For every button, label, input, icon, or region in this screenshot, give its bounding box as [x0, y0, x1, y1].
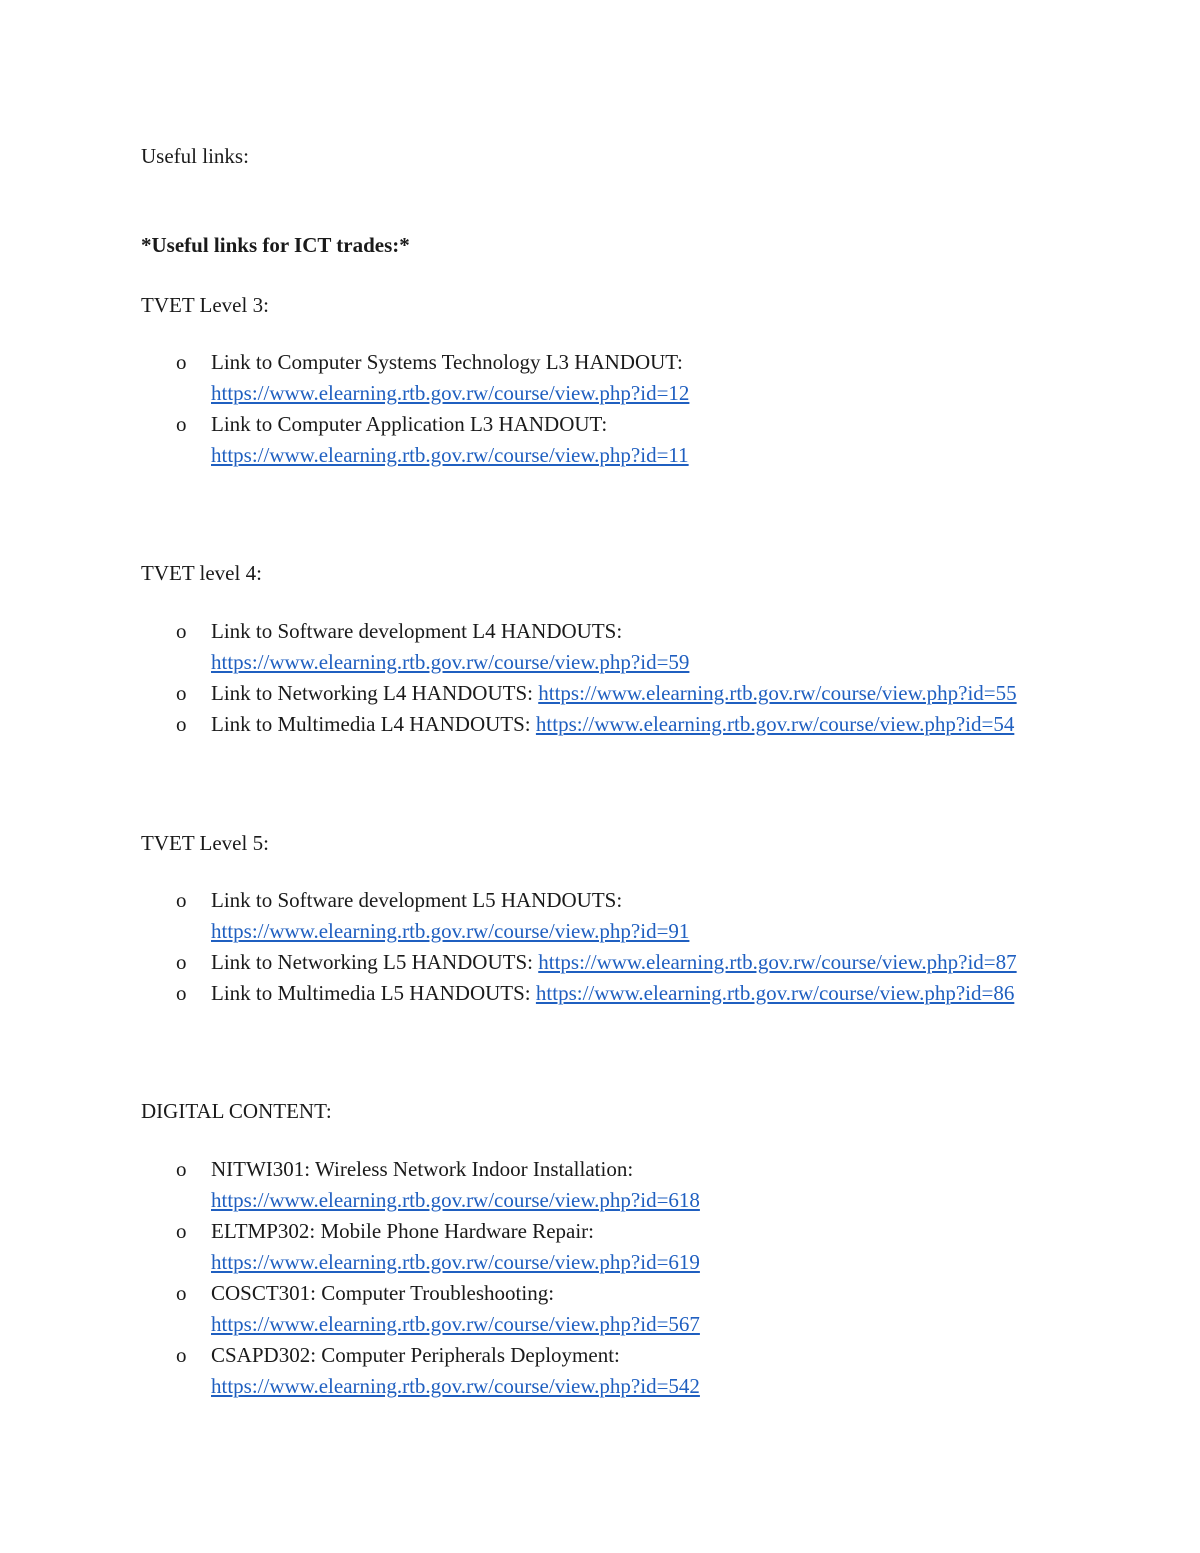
bullet-icon: o	[176, 619, 187, 643]
link-label: Link to Multimedia L4 HANDOUTS:	[211, 712, 531, 736]
list-item	[176, 678, 1136, 709]
list-item	[176, 709, 1136, 740]
link-label: COSCT301: Computer Troubleshooting:	[211, 1281, 555, 1305]
link-label: Link to Networking L5 HANDOUTS:	[211, 950, 533, 974]
section-title-level-4: TVET level 4:	[141, 561, 262, 585]
course-link[interactable]: https://www.elearning.rtb.gov.rw/course/view.php?id=54	[535, 712, 1015, 736]
list-item	[176, 347, 1136, 409]
course-link[interactable]: https://www.elearning.rtb.gov.rw/course/view.php?id=12	[211, 381, 690, 405]
section-title-digital-content: DIGITAL CONTENT:	[141, 1099, 332, 1123]
link-label: Link to Multimedia L5 HANDOUTS:	[211, 981, 531, 1005]
course-link[interactable]: https://www.elearning.rtb.gov.rw/course/view.php?id=59	[211, 650, 690, 674]
course-link[interactable]: https://www.elearning.rtb.gov.rw/course/view.php?id=567	[211, 1312, 700, 1336]
link-label: ELTMP302: Mobile Phone Hardware Repair:	[211, 1219, 594, 1243]
section-title-level-3: TVET Level 3:	[141, 293, 269, 317]
course-link[interactable]: https://www.elearning.rtb.gov.rw/course/view.php?id=11	[211, 443, 689, 467]
list-item	[176, 978, 1136, 1009]
link-label: Link to Software development L5 HANDOUTS:	[211, 888, 623, 912]
list-item	[176, 947, 1136, 978]
list-item	[176, 885, 1136, 947]
section-title-level-5: TVET Level 5:	[141, 831, 269, 855]
bullet-icon: o	[176, 1157, 187, 1181]
list-item	[176, 1216, 1136, 1278]
list-item	[176, 409, 1136, 471]
page-heading: *Useful links for ICT trades:*	[141, 233, 410, 257]
list-item	[176, 1340, 1136, 1402]
course-link[interactable]: https://www.elearning.rtb.gov.rw/course/view.php?id=91	[211, 919, 690, 943]
bullet-icon: o	[176, 1343, 187, 1367]
bullet-icon: o	[176, 1219, 187, 1243]
course-link[interactable]: https://www.elearning.rtb.gov.rw/course/view.php?id=618	[211, 1188, 700, 1212]
course-link[interactable]: https://www.elearning.rtb.gov.rw/course/view.php?id=86	[535, 981, 1015, 1005]
bullet-icon: o	[176, 350, 187, 374]
bullet-icon: o	[176, 1281, 187, 1305]
link-label: Link to Software development L4 HANDOUTS:	[211, 619, 623, 643]
bullet-icon: o	[176, 981, 187, 1005]
link-label: Link to Computer Systems Technology L3 HANDOUT:	[211, 350, 683, 374]
intro-text: Useful links:	[141, 144, 249, 168]
list-item	[176, 616, 1136, 678]
bullet-icon: o	[176, 950, 187, 974]
bullet-icon: o	[176, 681, 187, 705]
link-label: Link to Networking L4 HANDOUTS:	[211, 681, 533, 705]
link-label: NITWI301: Wireless Network Indoor Installation:	[211, 1157, 634, 1181]
course-link[interactable]: https://www.elearning.rtb.gov.rw/course/view.php?id=55	[538, 681, 1017, 705]
bullet-icon: o	[176, 888, 187, 912]
course-link[interactable]: https://www.elearning.rtb.gov.rw/course/view.php?id=87	[538, 950, 1017, 974]
list-item	[176, 1154, 1136, 1216]
link-label: Link to Computer Application L3 HANDOUT:	[211, 412, 608, 436]
course-link[interactable]: https://www.elearning.rtb.gov.rw/course/view.php?id=542	[211, 1374, 700, 1398]
list-item	[176, 1278, 1136, 1340]
link-label: CSAPD302: Computer Peripherals Deployment:	[211, 1343, 620, 1367]
bullet-icon: o	[176, 712, 187, 736]
course-link[interactable]: https://www.elearning.rtb.gov.rw/course/view.php?id=619	[211, 1250, 700, 1274]
bullet-icon: o	[176, 412, 187, 436]
